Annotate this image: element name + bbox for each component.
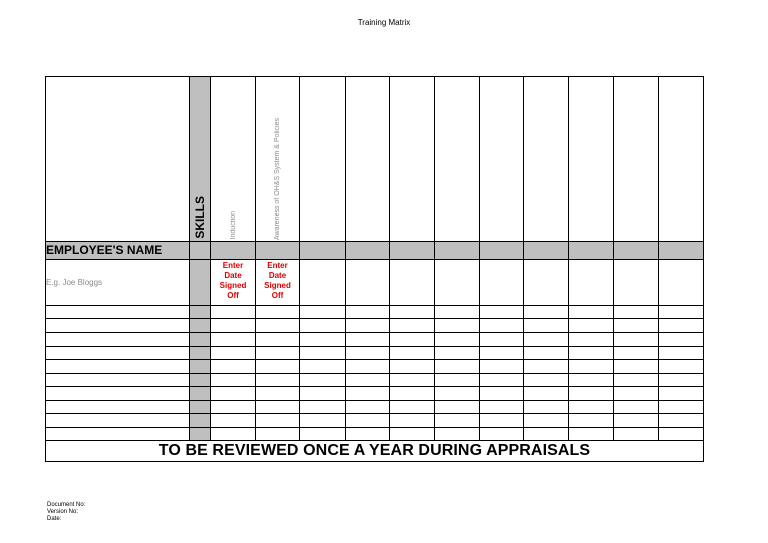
skills-column-cell xyxy=(190,387,211,401)
employee-row xyxy=(46,359,704,373)
skills-column-cell xyxy=(190,332,211,346)
skills-column-cell xyxy=(190,374,211,387)
employee-name-cell[interactable] xyxy=(46,427,190,440)
skills-label-cell xyxy=(190,77,211,242)
matrix-cell[interactable] xyxy=(435,332,480,346)
matrix-cell[interactable] xyxy=(211,306,256,319)
matrix-cell[interactable] xyxy=(614,259,659,305)
matrix-cell[interactable] xyxy=(480,374,524,387)
employee-row xyxy=(46,319,704,332)
sign-off-note-line: Enter xyxy=(222,260,244,270)
skill-header-cell[interactable] xyxy=(346,77,390,242)
matrix-cell[interactable] xyxy=(480,346,524,359)
employee-row xyxy=(46,401,704,414)
matrix-cell[interactable] xyxy=(659,359,704,373)
matrix-cell[interactable] xyxy=(211,374,256,387)
skill-header-cell[interactable] xyxy=(435,77,480,242)
matrix-cell[interactable] xyxy=(524,427,569,440)
matrix-cell[interactable] xyxy=(390,374,435,387)
sign-off-note-line: Off xyxy=(271,290,284,300)
matrix-cell[interactable] xyxy=(346,346,390,359)
matrix-cell[interactable] xyxy=(569,306,614,319)
matrix-cell[interactable] xyxy=(211,319,256,332)
matrix-cell[interactable] xyxy=(659,427,704,440)
matrix-cell[interactable] xyxy=(614,387,659,401)
employee-header-row xyxy=(46,241,704,259)
matrix-cell[interactable] xyxy=(524,319,569,332)
matrix-cell[interactable] xyxy=(614,306,659,319)
matrix-cell[interactable] xyxy=(390,401,435,414)
skills-column-cell xyxy=(190,427,211,440)
skill-header-cell[interactable] xyxy=(211,77,256,242)
matrix-cell[interactable] xyxy=(569,319,614,332)
matrix-cell[interactable] xyxy=(390,359,435,373)
matrix-cell[interactable] xyxy=(300,414,346,427)
employee-name-cell[interactable] xyxy=(46,401,190,414)
matrix-cell[interactable] xyxy=(256,401,300,414)
matrix-cell[interactable] xyxy=(569,387,614,401)
skill-header-cell[interactable] xyxy=(569,77,614,242)
matrix-cell[interactable] xyxy=(390,332,435,346)
matrix-cell[interactable] xyxy=(659,346,704,359)
matrix-cell[interactable] xyxy=(524,401,569,414)
matrix-cell[interactable] xyxy=(435,319,480,332)
sign-off-note-cell[interactable] xyxy=(211,259,256,305)
matrix-cell[interactable] xyxy=(659,374,704,387)
matrix-cell[interactable] xyxy=(346,259,390,305)
skills-column-cell xyxy=(190,319,211,332)
matrix-cell[interactable] xyxy=(435,427,480,440)
matrix-cell[interactable] xyxy=(300,427,346,440)
matrix-cell[interactable] xyxy=(346,374,390,387)
employee-name-cell[interactable] xyxy=(46,374,190,387)
sign-off-note-line: Signed xyxy=(264,280,291,290)
matrix-cell[interactable] xyxy=(256,427,300,440)
matrix-cell[interactable] xyxy=(569,359,614,373)
gray-cell xyxy=(435,241,480,259)
skills-column-cell xyxy=(190,414,211,427)
matrix-cell[interactable] xyxy=(480,332,524,346)
skill-header-cell[interactable] xyxy=(300,77,346,242)
matrix-cell[interactable] xyxy=(390,387,435,401)
matrix-cell[interactable] xyxy=(659,259,704,305)
matrix-cell[interactable] xyxy=(346,319,390,332)
matrix-cell[interactable] xyxy=(524,414,569,427)
matrix-cell[interactable] xyxy=(300,387,346,401)
matrix-cell[interactable] xyxy=(256,414,300,427)
matrix-cell[interactable] xyxy=(435,346,480,359)
employee-row xyxy=(46,427,704,440)
gray-cell xyxy=(190,241,211,259)
matrix-cell[interactable] xyxy=(614,414,659,427)
matrix-cell[interactable] xyxy=(346,414,390,427)
sign-off-note-line: Off xyxy=(227,290,239,300)
employee-row xyxy=(46,306,704,319)
sign-off-note-line: Signed xyxy=(219,280,247,290)
skill-name: Induction xyxy=(229,211,237,240)
document-no-label: Document No: xyxy=(47,502,86,508)
matrix-cell[interactable] xyxy=(480,414,524,427)
matrix-cell[interactable] xyxy=(256,319,300,332)
matrix-cell[interactable] xyxy=(524,332,569,346)
employee-name-cell[interactable] xyxy=(46,306,190,319)
matrix-cell[interactable] xyxy=(300,401,346,414)
matrix-cell[interactable] xyxy=(659,414,704,427)
matrix-cell[interactable] xyxy=(435,374,480,387)
matrix-cell[interactable] xyxy=(569,414,614,427)
matrix-cell[interactable] xyxy=(614,427,659,440)
gray-cell xyxy=(211,241,256,259)
skill-header-cell[interactable] xyxy=(614,77,659,242)
sign-off-note-line: Enter xyxy=(267,260,288,270)
matrix-cell[interactable] xyxy=(346,359,390,373)
training-matrix-table xyxy=(45,76,704,462)
matrix-cell[interactable] xyxy=(211,332,256,346)
matrix-cell[interactable] xyxy=(435,359,480,373)
matrix-cell[interactable] xyxy=(659,306,704,319)
matrix-cell[interactable] xyxy=(614,374,659,387)
employee-name-cell[interactable] xyxy=(46,359,190,373)
skills-header-row xyxy=(46,77,704,242)
skills-column-cell xyxy=(190,259,211,305)
review-note: TO BE REVIEWED ONCE A YEAR DURING APPRAISALS xyxy=(46,440,704,461)
matrix-cell[interactable] xyxy=(480,259,524,305)
skill-header-cell[interactable] xyxy=(480,77,524,242)
document-meta xyxy=(47,502,85,523)
matrix-cell[interactable] xyxy=(569,332,614,346)
skill-header-cell[interactable] xyxy=(390,77,435,242)
matrix-cell[interactable] xyxy=(211,414,256,427)
matrix-cell[interactable] xyxy=(346,387,390,401)
employee-row xyxy=(46,346,704,359)
gray-cell xyxy=(524,241,569,259)
matrix-cell[interactable] xyxy=(390,306,435,319)
matrix-cell[interactable] xyxy=(614,359,659,373)
employee-name-cell[interactable] xyxy=(46,346,190,359)
employee-name-cell[interactable] xyxy=(46,414,190,427)
matrix-cell[interactable] xyxy=(346,427,390,440)
matrix-cell[interactable] xyxy=(569,259,614,305)
document-title: Training Matrix xyxy=(357,18,411,27)
matrix-cell[interactable] xyxy=(524,387,569,401)
matrix-cell[interactable] xyxy=(435,259,480,305)
skills-column-cell xyxy=(190,359,211,373)
gray-cell xyxy=(480,241,524,259)
matrix-cell[interactable] xyxy=(256,346,300,359)
matrix-cell[interactable] xyxy=(256,387,300,401)
matrix-cell[interactable] xyxy=(211,387,256,401)
version-no-label: Version No: xyxy=(47,509,79,515)
matrix-cell[interactable] xyxy=(435,387,480,401)
employee-row xyxy=(46,332,704,346)
skill-header-cell[interactable] xyxy=(256,77,300,242)
employee-name-cell[interactable] xyxy=(46,332,190,346)
matrix-cell[interactable] xyxy=(390,319,435,332)
gray-cell xyxy=(614,241,659,259)
employee-name-header: EMPLOYEE'S NAME xyxy=(46,241,190,259)
matrix-cell[interactable] xyxy=(300,346,346,359)
skill-header-cell[interactable] xyxy=(659,77,704,242)
matrix-cell[interactable] xyxy=(300,319,346,332)
skills-column-cell xyxy=(190,346,211,359)
matrix-cell[interactable] xyxy=(614,332,659,346)
matrix-cell[interactable] xyxy=(300,332,346,346)
date-label: Date: xyxy=(47,516,62,522)
employee-name-cell[interactable] xyxy=(46,319,190,332)
matrix-cell[interactable] xyxy=(390,414,435,427)
matrix-cell[interactable] xyxy=(569,346,614,359)
matrix-cell[interactable] xyxy=(211,359,256,373)
matrix-cell[interactable] xyxy=(390,427,435,440)
corner-cell xyxy=(46,77,190,242)
matrix-cell[interactable] xyxy=(569,401,614,414)
matrix-cell[interactable] xyxy=(300,306,346,319)
matrix-cell[interactable] xyxy=(524,374,569,387)
matrix-cell[interactable] xyxy=(614,319,659,332)
matrix-cell[interactable] xyxy=(256,306,300,319)
matrix-cell[interactable] xyxy=(480,319,524,332)
matrix-cell[interactable] xyxy=(211,346,256,359)
matrix-cell[interactable] xyxy=(480,427,524,440)
matrix-cell[interactable] xyxy=(256,332,300,346)
gray-cell xyxy=(390,241,435,259)
matrix-cell[interactable] xyxy=(659,387,704,401)
matrix-cell[interactable] xyxy=(524,346,569,359)
matrix-cell[interactable] xyxy=(480,359,524,373)
employee-name-cell[interactable] xyxy=(46,387,190,401)
matrix-cell[interactable] xyxy=(659,332,704,346)
matrix-cell[interactable] xyxy=(390,259,435,305)
example-employee-name[interactable]: E.g. Joe Bloggs xyxy=(46,259,190,305)
skill-header-cell[interactable] xyxy=(524,77,569,242)
matrix-cell[interactable] xyxy=(614,401,659,414)
matrix-cell[interactable] xyxy=(659,401,704,414)
matrix-cell[interactable] xyxy=(435,401,480,414)
gray-cell xyxy=(256,241,300,259)
skills-column-cell xyxy=(190,306,211,319)
matrix-cell[interactable] xyxy=(480,306,524,319)
footer-row xyxy=(46,440,704,461)
gray-cell xyxy=(346,241,390,259)
employee-row xyxy=(46,374,704,387)
matrix-cell[interactable] xyxy=(346,401,390,414)
matrix-cell[interactable] xyxy=(300,374,346,387)
skills-column-cell xyxy=(190,401,211,414)
matrix-cell[interactable] xyxy=(614,346,659,359)
matrix-cell[interactable] xyxy=(435,306,480,319)
matrix-cell[interactable] xyxy=(390,346,435,359)
matrix-cell[interactable] xyxy=(524,306,569,319)
matrix-cell[interactable] xyxy=(346,306,390,319)
matrix-cell[interactable] xyxy=(480,401,524,414)
gray-cell xyxy=(569,241,614,259)
matrix-cell[interactable] xyxy=(211,427,256,440)
matrix-cell[interactable] xyxy=(300,259,346,305)
sign-off-note-cell[interactable] xyxy=(256,259,300,305)
employee-row xyxy=(46,387,704,401)
example-row xyxy=(46,259,704,305)
matrix-cell[interactable] xyxy=(256,359,300,373)
employee-row xyxy=(46,414,704,427)
matrix-cell[interactable] xyxy=(524,259,569,305)
matrix-cell[interactable] xyxy=(211,401,256,414)
matrix-cell[interactable] xyxy=(569,374,614,387)
skill-name: Awareness of OH&S System & Policies xyxy=(274,117,281,240)
matrix-cell[interactable] xyxy=(659,319,704,332)
matrix-cell[interactable] xyxy=(524,359,569,373)
matrix-cell[interactable] xyxy=(256,374,300,387)
matrix-cell[interactable] xyxy=(300,359,346,373)
sign-off-note-line: Date xyxy=(268,270,287,280)
matrix-cell[interactable] xyxy=(480,387,524,401)
matrix-cell[interactable] xyxy=(569,427,614,440)
gray-cell xyxy=(300,241,346,259)
skills-label: SKILLS xyxy=(193,196,207,239)
gray-cell xyxy=(659,241,704,259)
sign-off-note-line: Date xyxy=(224,270,242,280)
matrix-cell[interactable] xyxy=(435,414,480,427)
matrix-cell[interactable] xyxy=(346,332,390,346)
